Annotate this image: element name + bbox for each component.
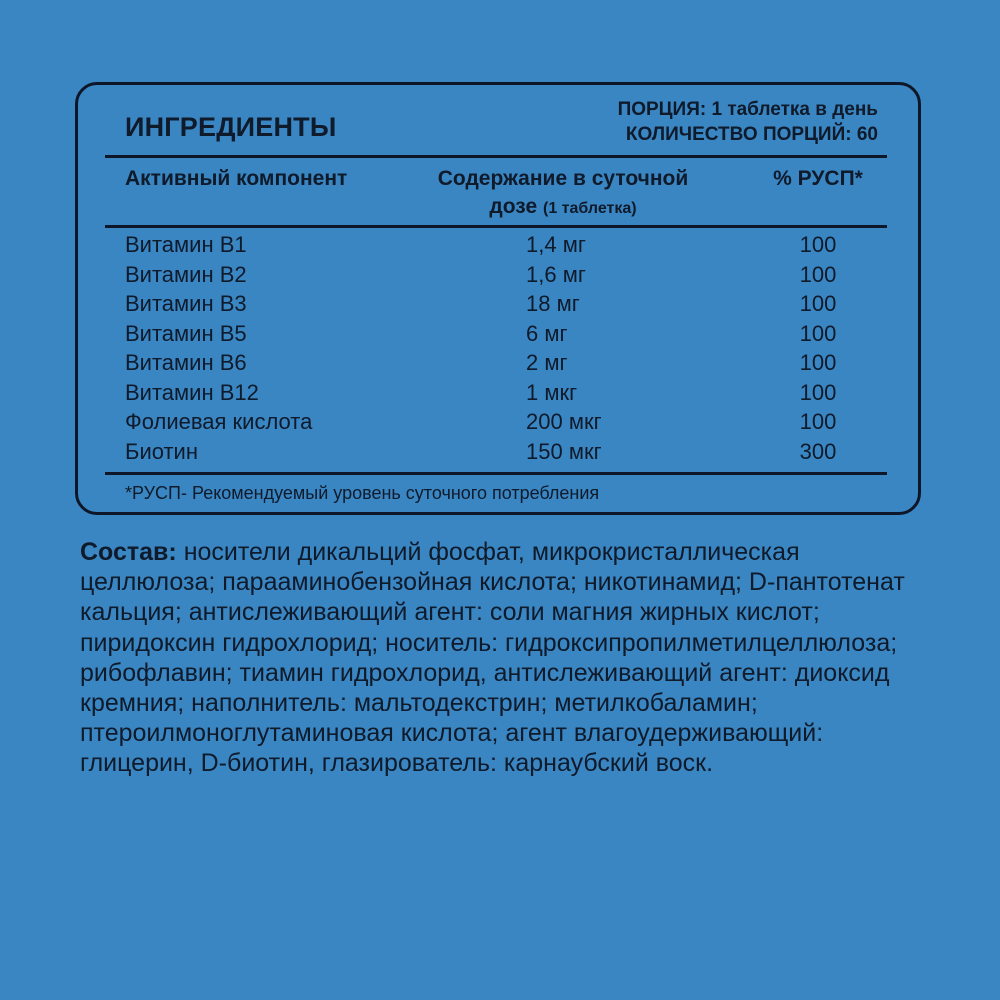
ingredient-amount: 1,4 мг	[526, 232, 586, 257]
panel-title: ИНГРЕДИЕНТЫ	[125, 112, 337, 142]
ingredient-table	[78, 230, 918, 466]
table-row	[78, 230, 918, 260]
ingredients-panel	[75, 82, 921, 515]
ingredient-percent: 100	[799, 261, 837, 287]
header-dose-note: (1 таблетка)	[542, 200, 637, 217]
header-component: Активный компонент	[125, 167, 348, 190]
ingredient-amount: 18 мг	[526, 291, 580, 316]
table-row	[78, 348, 918, 378]
ingredient-name: Витамин В1	[125, 232, 247, 257]
ingredient-name: Витамин В5	[125, 320, 247, 346]
divider-top	[105, 155, 887, 158]
table-row	[78, 437, 918, 467]
table-row	[78, 260, 918, 290]
header-dose	[418, 165, 708, 223]
header-percent: % РУСП*	[773, 167, 863, 190]
composition-text: носители дикальций фосфат, микрокристаллическая целлюлоза; парааминобензойная кислота; никотинамид; D-пантотенат кальция; антислеживающий агент: соли магния жирных кислот; пиридоксин гидрохлорид; носитель: гидроксипропилметилцеллюлоза; рибофлавин; тиамин гидрохлорид, антислеживающий агент: диоксид кремния; наполнитель: мальтодекстрин; метилкобаламин; птероилмоноглутаминовая кислота; агент влагоудерживающий: глицерин, D-биотин, глазирователь: карнаубский воск.	[80, 538, 905, 778]
ingredient-amount: 2 мг	[526, 350, 568, 375]
ingredient-percent: 100	[799, 320, 837, 346]
ingredient-amount: 6 мг	[526, 320, 568, 346]
header-dose-line1: Содержание в суточной	[437, 167, 689, 190]
ingredient-amount: 1 мкг	[526, 379, 578, 405]
serving-size: ПОРЦИЯ: 1 таблетка в день	[617, 99, 878, 120]
divider-bottom	[105, 472, 887, 475]
ingredient-percent: 100	[799, 409, 837, 434]
ingredient-name: Биотин	[125, 438, 198, 464]
serving-info	[618, 97, 878, 147]
ingredient-percent: 100	[799, 232, 837, 257]
ingredient-amount: 1,6 мг	[526, 261, 586, 287]
table-row	[78, 378, 918, 408]
divider-header	[105, 225, 887, 228]
header-dose-word: дозе	[489, 195, 538, 218]
table-row	[78, 289, 918, 319]
servings-count: КОЛИЧЕСТВО ПОРЦИЙ: 60	[625, 124, 878, 145]
ingredient-amount: 200 мкг	[526, 409, 602, 434]
ingredient-name: Витамин В12	[125, 379, 259, 405]
ingredient-percent: 100	[799, 291, 837, 316]
footnote: *РУСП- Рекомендуемый уровень суточного потребления	[125, 483, 600, 503]
table-row	[78, 319, 918, 349]
ingredient-name: Витамин В2	[125, 261, 247, 287]
composition-label: Состав:	[80, 538, 177, 566]
ingredient-percent: 100	[799, 350, 837, 375]
ingredient-percent: 300	[799, 438, 837, 464]
composition-paragraph	[80, 537, 940, 779]
ingredient-name: Витамин В3	[125, 291, 247, 316]
ingredient-amount: 150 мкг	[526, 438, 602, 464]
ingredient-name: Витамин В6	[125, 350, 247, 375]
ingredient-name: Фолиевая кислота	[125, 409, 313, 434]
header-dose-line2	[418, 193, 708, 223]
table-row	[78, 407, 918, 437]
ingredient-percent: 100	[799, 379, 837, 405]
